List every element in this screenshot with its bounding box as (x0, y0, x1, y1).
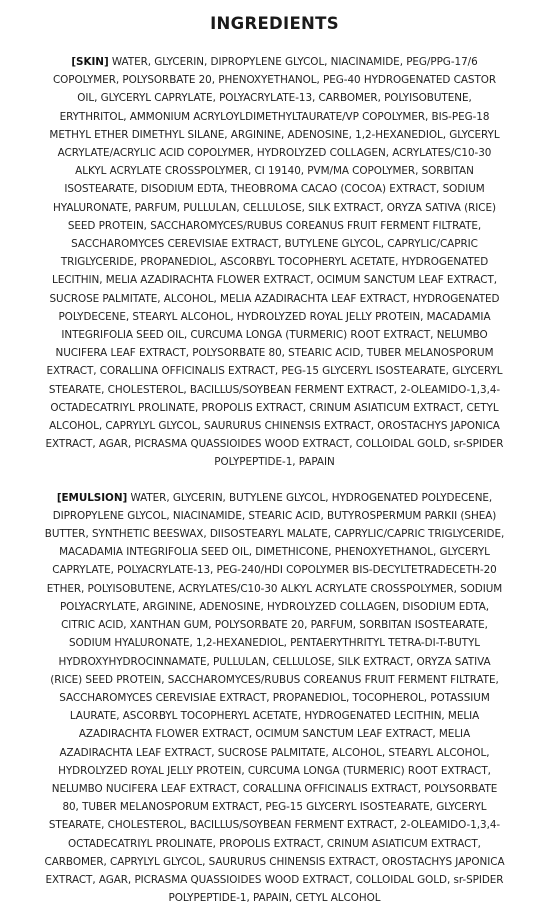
emulsion-ingredients-paragraph (44, 489, 505, 907)
skin-section-tag: [SKIN] (71, 56, 109, 68)
skin-ingredients-paragraph (44, 53, 505, 472)
emulsion-section-tag: [EMULSION] (56, 491, 128, 504)
emulsion-ingredients-text: WATER, GLYCERIN, BUTYLENE GLYCOL, HYDROGENATED POLYDECENE, DIPROPYLENE GLYCOL, NIACINAMIDE, STEARIC ACID, BUTYROSPERMUM PARKII (SHEA) BUTTER, SYNTHETIC BEESWAX, DIISOSTEARYL MALATE, CAPRYLIC/CAPRIC TRIGLYCERIDE, MACADAMIA INTEGRIFOLIA SEED OIL, DIMETHICONE, PHENOXYETHANOL, GLYCERYL CAPRYLATE, POLYACRYLATE-13, PEG-240/HDI COPOLYMER BIS-DECYLTETRADECETH-20 ETHER, POLYISOBUTENE, ACRYLATES/C10-30 ALKYL ACRYLATE CROSSPOLYMER, SODIUM POLYACRYLATE, ARGININE, ADENOSINE, HYDROLYZED COLLAGEN, DISODIUM EDTA, CITRIC ACID, XANTHAN GUM, POLYSORBATE 20, PARFUM, SORBITAN ISOSTEARATE, SODIUM HYALURONATE, 1,2-HEXANEDIOL, PENTAERYTHRITYL TETRA-DI-T-BUTYL HYDROXYHYDROCINNAMATE, PULLULAN, CELLULOSE, SILK EXTRACT, ORYZA SATIVA (RICE) SEED PROTEIN, SACCHAROMYCES/RUBUS COREANUS FRUIT FERMENT FILTRATE, SACCHAROMYCES CEREVISIAE EXTRACT, PROPANEDIOL, TOCOPHEROL, POTASSIUM LAURATE, ASCORBYL TOCOPHERYL ACETATE, HYDROGENATED LECITHIN, MELIA AZADIRACHTA FLOWER EXTRACT, OCIMUM SANCTUM LEAF EXTRACT, MELIA AZADIRACHTA LEAF EXTRACT, SUCROSE PALMITATE, ALCOHOL, STEARYL ALCOHOL, HYDROLYZED ROYAL JELLY PROTEIN, CURCUMA LONGA (TURMERIC) ROOT EXTRACT, NELUMBO NUCIFERA LEAF EXTRACT, CORALLINA OFFICINALIS EXTRACT, POLYSORBATE 80, TUBER MELANOSPORUM EXTRACT, PEG-15 GLYCERYL ISOSTEARATE, GLYCERYL STEARATE, CHOLESTEROL, BACILLUS/SOYBEAN FERMENT EXTRACT, 2-OLEAMIDO-1,3,4-OCTADECATRIYL PROLINATE, PROPOLIS EXTRACT, CRINUM ASIATICUM EXTRACT, CARBOMER, CAPRYLYL GLYCOL, SAURURUS CHINENSIS EXTRACT, OROSTACHYS JAPONICA EXTRACT, AGAR, PICRASMA QUASSIOIDES WOOD EXTRACT, COLLOIDAL GOLD, sr-SPIDER POLYPEPTIDE-1, PAPAIN, CETYL ALCOHOL (44, 491, 505, 905)
skin-ingredients-text: WATER, GLYCERIN, DIPROPYLENE GLYCOL, NIACINAMIDE, PEG/PPG-17/6 COPOLYMER, POLYSORBATE 20, PHENOXYETHANOL, PEG-40 HYDROGENATED CASTOR OIL, GLYCERYL CAPRYLATE, POLYACRYLATE-13, CARBOMER, POLYISOBUTENE, ERYTHRITOL, AMMONIUM ACRYLOYLDIMETHYLTAURATE/VP COPOLYMER, BIS-PEG-18 METHYL ETHER DIMETHYL SILANE, ARGININE, ADENOSINE, 1,2-HEXANEDIOL, GLYCERYL ACRYLATE/ACRYLIC ACID COPOLYMER, HYDROLYZED COLLAGEN, ACRYLATES/C10-30 ALKYL ACRYLATE CROSSPOLYMER, CI 19140, PVM/MA COPOLYMER, SORBITAN ISOSTEARATE, DISODIUM EDTA, THEOBROMA CACAO (COCOA) EXTRACT, SODIUM HYALURONATE, PARFUM, PULLULAN, CELLULOSE, SILK EXTRACT, ORYZA SATIVA (RICE) SEED PROTEIN, SACCHAROMYCES/RUBUS COREANUS FRUIT FERMENT FILTRATE, SACCHAROMYCES CEREVISIAE EXTRACT, BUTYLENE GLYCOL, CAPRYLIC/CAPRIC TRIGLYCERIDE, PROPANEDIOL, ASCORBYL TOCOPHERYL ACETATE, HYDROGENATED LECITHIN, MELIA AZADIRACHTA FLOWER EXTRACT, OCIMUM SANCTUM LEAF EXTRACT, SUCROSE PALMITATE, ALCOHOL, MELIA AZADIRACHTA LEAF EXTRACT, HYDROGENATED POLYDECENE, STEARYL ALCOHOL, HYDROLYZED ROYAL JELLY PROTEIN, MACADAMIA INTEGRIFOLIA SEED OIL, CURCUMA LONGA (TURMERIC) ROOT EXTRACT, NELUMBO NUCIFERA LEAF EXTRACT, POLYSORBATE 80, STEARIC ACID, TUBER MELANOSPORUM EXTRACT, CORALLINA OFFICINALIS EXTRACT, PEG-15 GLYCERYL ISOSTEARATE, GLYCERYL STEARATE, CHOLESTEROL, BACILLUS/SOYBEAN FERMENT EXTRACT, 2-OLEAMIDO-1,3,4-OCTADECATRIYL PROLINATE, PROPOLIS EXTRACT, CRINUM ASIATICUM EXTRACT, CETYL ALCOHOL, CAPRYLYL GLYCOL, SAURURUS CHINENSIS EXTRACT, OROSTACHYS JAPONICA EXTRACT, AGAR, PICRASMA QUASSIOIDES WOOD EXTRACT, COLLOIDAL GOLD, sr-SPIDER POLYPEPTIDE-1, PAPAIN (45, 56, 504, 469)
page-title: INGREDIENTS (210, 14, 339, 33)
